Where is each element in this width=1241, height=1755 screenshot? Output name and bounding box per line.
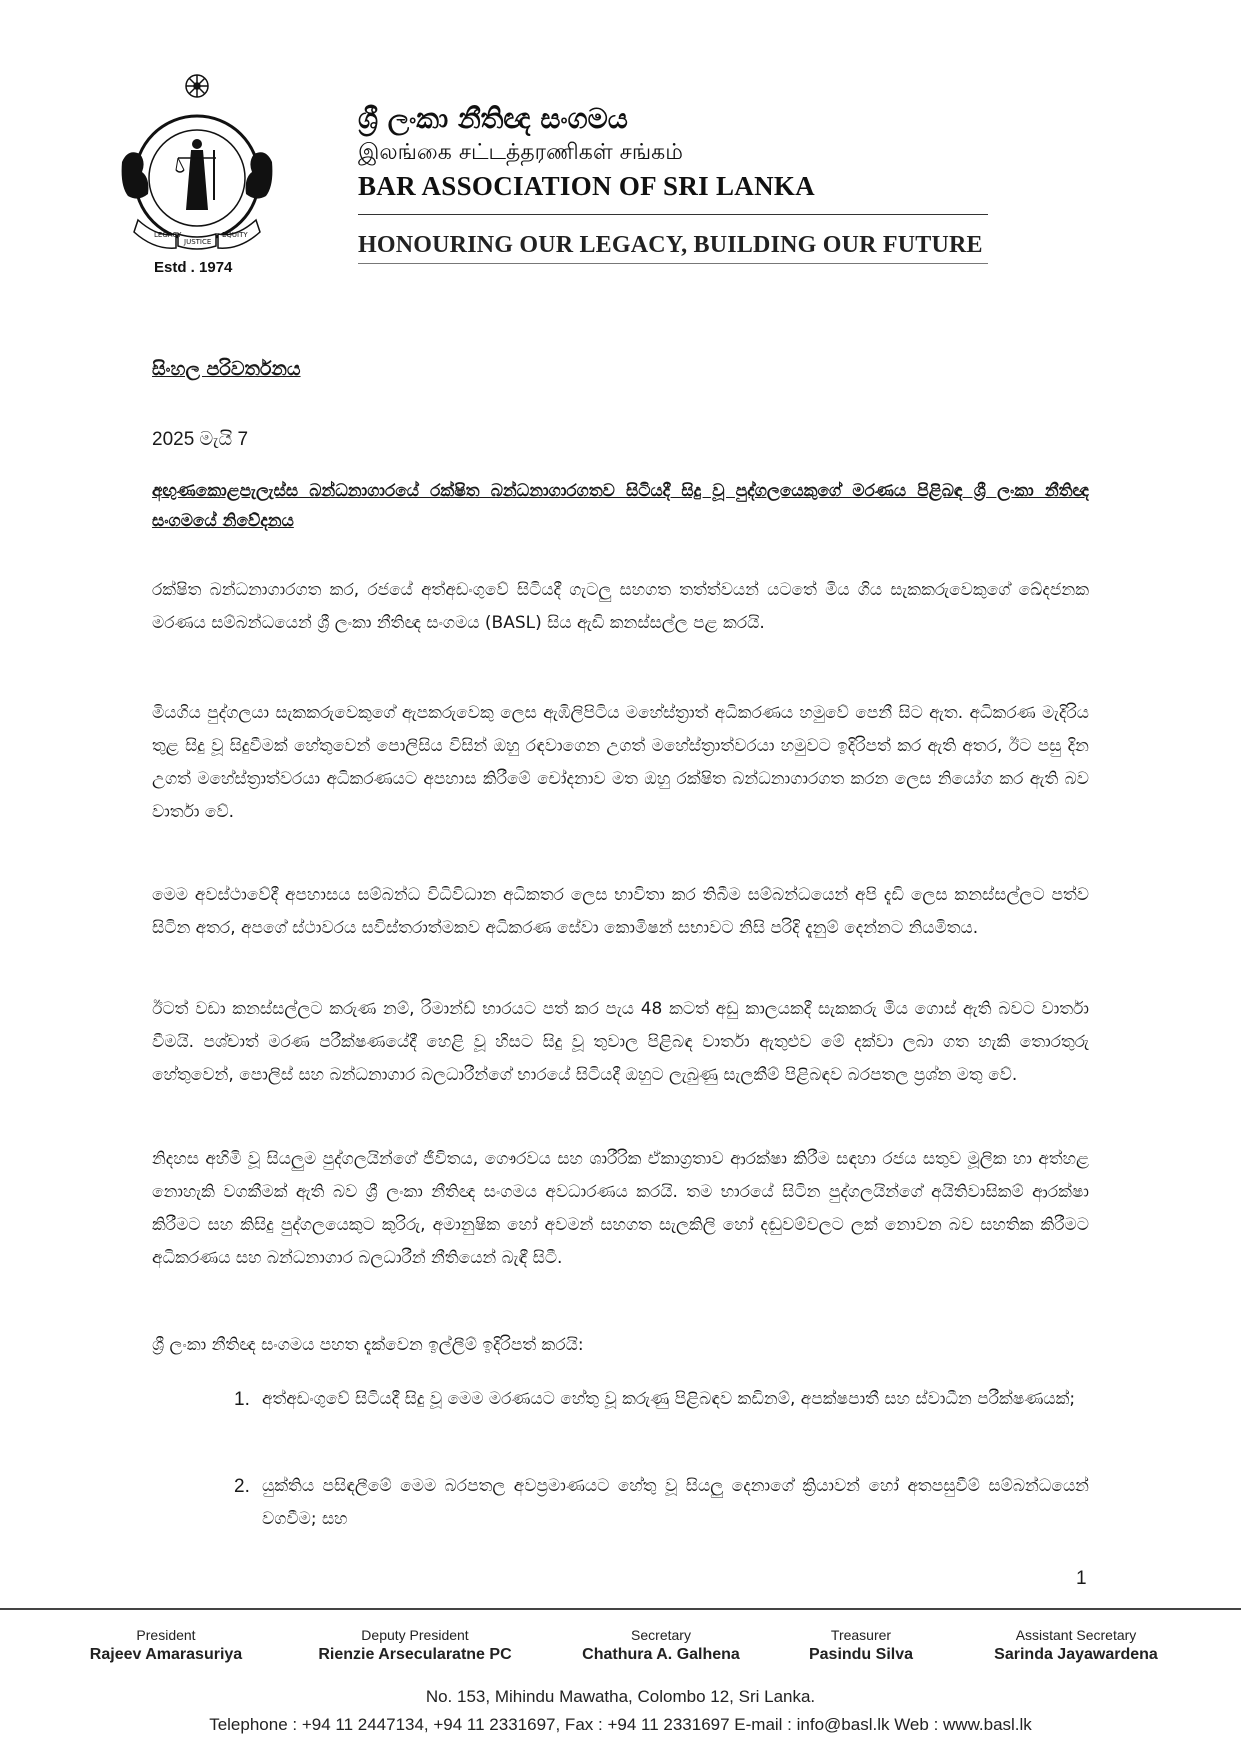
officer-assistant-secretary bbox=[976, 1626, 1176, 1666]
page-number: 1 bbox=[1076, 1568, 1087, 1589]
officer-secretary bbox=[566, 1626, 756, 1666]
header-divider-bottom bbox=[358, 263, 988, 264]
officer-role: President bbox=[136, 1627, 196, 1643]
officer-role: Treasurer bbox=[830, 1627, 892, 1643]
header-divider bbox=[358, 214, 988, 215]
list-number: 2. bbox=[234, 1476, 250, 1497]
footer-contact: Telephone : +94 11 2447134, +94 11 2331697, Fax : +94 11 2331697 E-mail : info@basl.lk Web : www.basl.lk bbox=[209, 1715, 1032, 1734]
body-paragraph: ඊටත් වඩා කනස්සල්ලට කරුණ නම්, රිමාන්ඩ් භාරයට පත් කර පැය 48 කටත් අඩු කාලයකදී සැකකරු මිය ගොස් ඇති බවට වාර්තා වීමයි. පශ්චාත් මරණ පරීක්ෂණයේදී හෙළි වූ හිසට සිදු වූ තුවාල පිළිබඳ වාර්තා ඇතුළුව මේ දක්වා ලබා ගත හැකි තොරතුරු හේතුවෙන්, පොලිස් සහ බන්ධනාගාර බලධාරීන්ගේ භාරයේ සිටියදී ඔහුට ලැබුණු සැලකීම් පිළිබඳව බරපතල ප්‍රශ්න මතු වේ. bbox=[152, 999, 1089, 1085]
body-paragraph: නිදහස අහිමි වූ සියලුම පුද්ගලයින්ගේ ජීවිතය, ගෞරවය සහ ශාරීරික ඒකාග්‍රතාව ආරක්ෂා කිරීම සඳහා රජය සතුව මූලික හා අත්හළ නොහැකි වගකීමක් ඇති බව ශ්‍රී ලංකා නීතිඥ සංගමය අවධාරණය කරයි. තම භාරයේ සිටින පුද්ගලයින්ගේ අයිතිවාසිකම් ආරක්ෂා කිරීමට සහ කිසිදු පුද්ගලයෙකුට කුරිරු, අමානුෂික හෝ අවමන් සහගත සැලකිලි හෝ දඬුවම්වලට ලක් නොවන බව සහතික කිරීමට අධිකරණය සහ බන්ධනාගාර බලධාරීන් නීතියෙන් බැඳී සිටී. bbox=[152, 1149, 1089, 1268]
body-paragraph: මියගිය පුද්ගලයා සැකකරුවෙකුගේ ඇපකරුවෙකු ලෙස ඇඹිලිපිටිය මහේස්ත්‍රාත් අධිකරණය හමුවේ පෙනී සිට ඇත. අධිකරණ මැදිරිය තුළ සිදු වූ සිදුවීමක් හේතුවෙන් පොලිසිය විසින් ඔහු රඳවාගෙන උගත් මහේස්ත්‍රාත්වරයා හමුවට ඉදිරිපත් කර ඇති අතර, ඊට පසු දින උගත් මහේස්ත්‍රාත්වරයා අධිකරණයට අපහාස කිරීමේ චෝදනාව මත ඔහු රක්ෂිත බන්ධනාගාරගත කරන ලෙස නියෝග කර ඇති බව වාර්තා වේ. bbox=[152, 703, 1089, 822]
officer-president bbox=[76, 1626, 256, 1666]
officer-name: Chathura A. Galhena bbox=[582, 1646, 740, 1663]
svg-text:Estd . 1974: Estd . 1974 bbox=[154, 259, 233, 276]
document-date: 2025 මැයි 7 bbox=[152, 429, 249, 450]
org-tagline: HONOURING OUR LEGACY, BUILDING OUR FUTURE bbox=[358, 232, 983, 258]
list-item-text: අත්අඩංගුවේ සිටියදී සිදු වූ මෙම මරණයට හේතු වූ කරුණු පිළිබඳව කඩිනම්, අපක්ෂපාතී සහ ස්වාධීන පරීක්ෂණයක්; bbox=[262, 1389, 1076, 1409]
officer-name: Sarinda Jayawardena bbox=[994, 1646, 1158, 1663]
footer-divider bbox=[0, 1608, 1241, 1610]
body-paragraph: මෙම අවස්ථාවේදී අපහාසය සම්බන්ධ විධිවිධාන අධිකතර ලෙස භාවිතා කර තිබීම සම්බන්ධයෙන් අපි දැඩි ලෙස කනස්සල්ලට පත්ව සිටින අතර, අපගේ ස්ථාවරය සවිස්තරාත්මකව අධිකරණ සේවා කොමිෂන් සභාවට නිසි පරිදි දැනුම් දෙන්නට නියමිතය. bbox=[152, 885, 1089, 938]
officer-deputy-president bbox=[305, 1626, 525, 1666]
basl-crest-logo bbox=[118, 70, 276, 280]
footer-address: No. 153, Mihindu Mawatha, Colombo 12, Sri Lanka. bbox=[425, 1687, 816, 1706]
svg-text:LEGACY: LEGACY bbox=[154, 231, 182, 239]
officer-role: Secretary bbox=[631, 1627, 691, 1643]
document-title: අඟුණකොළපැලැස්ස බන්ධනාගාරයේ රක්ෂිත බන්ධනාගාරගතව සිටියදී සිදු වූ පුද්ගලයෙකුගේ මරණය පිළිබඳ ශ්‍රී ලංකා නීතිඥ සංගමයේ නිවේදනය bbox=[152, 481, 1089, 531]
officer-treasurer bbox=[786, 1626, 936, 1666]
officer-role: Assistant Secretary bbox=[1015, 1627, 1137, 1643]
officer-name: Rienzie Arsecularatne PC bbox=[318, 1646, 512, 1663]
body-paragraph: ශ්‍රී ලංකා නීතිඥ සංගමය පහත දැක්වෙන ඉල්ලීම් ඉදිරිපත් කරයි: bbox=[152, 1335, 584, 1355]
list-number: 1. bbox=[234, 1389, 250, 1410]
org-name-english: BAR ASSOCIATION OF SRI LANKA bbox=[358, 171, 815, 201]
org-name-tamil: இலங்கை சட்டத்தரணிகள் சங்கம் bbox=[358, 140, 683, 165]
crest-icon bbox=[118, 70, 276, 280]
request-list-item bbox=[234, 1470, 1089, 1536]
officer-name: Rajeev Amarasuriya bbox=[89, 1646, 243, 1663]
org-name-sinhala: ශ්‍රී ලංකා නීතිඥ සංගමය bbox=[358, 102, 628, 135]
svg-text:JUSTICE: JUSTICE bbox=[184, 238, 212, 246]
body-paragraph: රක්ෂිත බන්ධනාගාරගත කර, රජයේ අත්අඩංගුවේ සිටියදී ගැටලු සහගත තත්ත්වයන් යටතේ මිය ගිය සැකකරුවෙකුගේ ඛේදජනක මරණය සම්බන්ධයෙන් ශ්‍රී ලංකා නීතිඥ සංගමය (BASL) සිය ඇඩි කනස්සල්ල පළ කරයි. bbox=[152, 580, 1089, 633]
document-label: සිංහල පරිවර්තනය bbox=[152, 358, 301, 380]
list-item-text: යුක්තිය පසිඳලීමේ මෙම බරපතල අවප්‍රමාණයට හේතු වූ සියලු දෙනාගේ ක්‍රියාවන් හෝ අතපසුවීම් සම්බන්ධයෙන් වගවීම; සහ bbox=[262, 1476, 1089, 1529]
svg-text:EQUITY: EQUITY bbox=[222, 231, 248, 239]
officer-name: Pasindu Silva bbox=[808, 1646, 914, 1663]
officer-role: Deputy President bbox=[361, 1627, 469, 1643]
request-list-item bbox=[234, 1383, 1089, 1416]
